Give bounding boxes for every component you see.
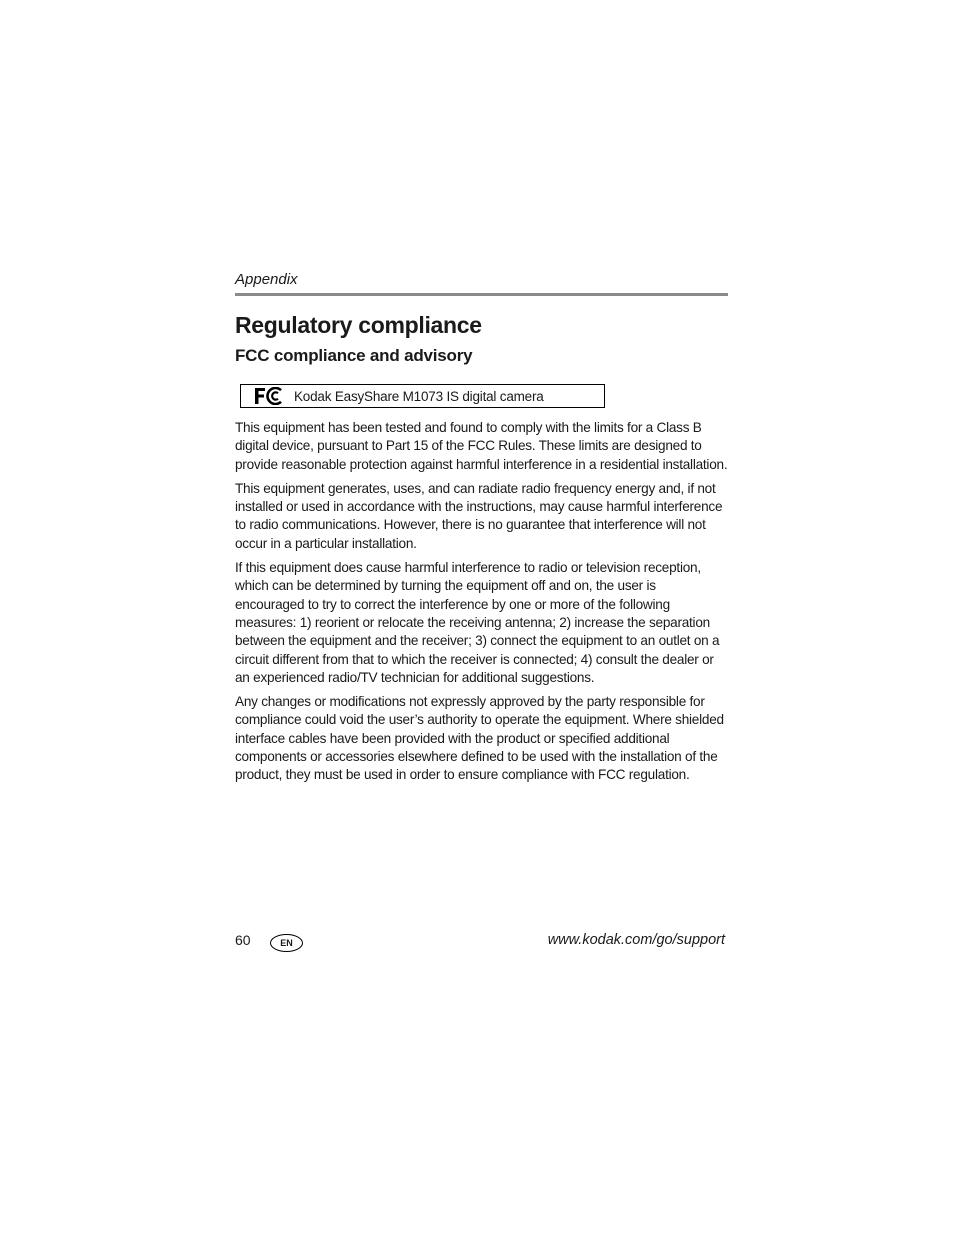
- section-subtitle: FCC compliance and advisory: [235, 346, 473, 365]
- document-page: [235, 268, 728, 791]
- paragraph: If this equipment does cause harmful interference to radio or television reception, which can be determined by turning the equipment off and on, the user is encouraged to try to correct the interference by one or more of the following measures: 1) reorient or relocate the receiving antenna; 2) increase the separation between the equipment and the receiver; 3) connect the equipment to an outlet on a circuit different from that to which the receiver is connected; 4) consult the dealer or an experienced radio/TV technician for additional suggestions.: [235, 560, 720, 685]
- fcc-product-text: Kodak EasyShare M1073 IS digital camera: [294, 388, 544, 404]
- language-badge: EN: [270, 934, 303, 952]
- paragraph: This equipment generates, uses, and can radiate radio frequency energy and, if not installed or used in accordance with the instructions, may cause harmful interference to radio communications. However, there is no guarantee that interference will not occur in a particular installation.: [235, 480, 723, 551]
- header-divider: [235, 293, 728, 296]
- support-url-link[interactable]: www.kodak.com/go/support: [547, 932, 725, 948]
- paragraph: Any changes or modifications not expressly approved by the party responsible for compliance could void the user’s authority to operate the equipment. Where shielded interface cables have been provided with the product or specified additional components or accessories elsewhere defined to be used with the installation of the product, they must be used in order to ensure compliance with FCC regulation.: [235, 694, 724, 783]
- paragraph: This equipment has been tested and found to comply with the limits for a Class B digital device, pursuant to Part 15 of the FCC Rules. These limits are designed to provide reasonable protection against harmful interference in a residential installation.: [235, 420, 728, 472]
- section-label: Appendix: [235, 271, 298, 288]
- fcc-logo-icon: [254, 387, 284, 405]
- page-footer: [235, 930, 725, 954]
- page-number: 60: [235, 932, 251, 948]
- fcc-product-box: [240, 384, 605, 408]
- page-title: Regulatory compliance: [235, 312, 482, 338]
- body-text: [235, 419, 728, 785]
